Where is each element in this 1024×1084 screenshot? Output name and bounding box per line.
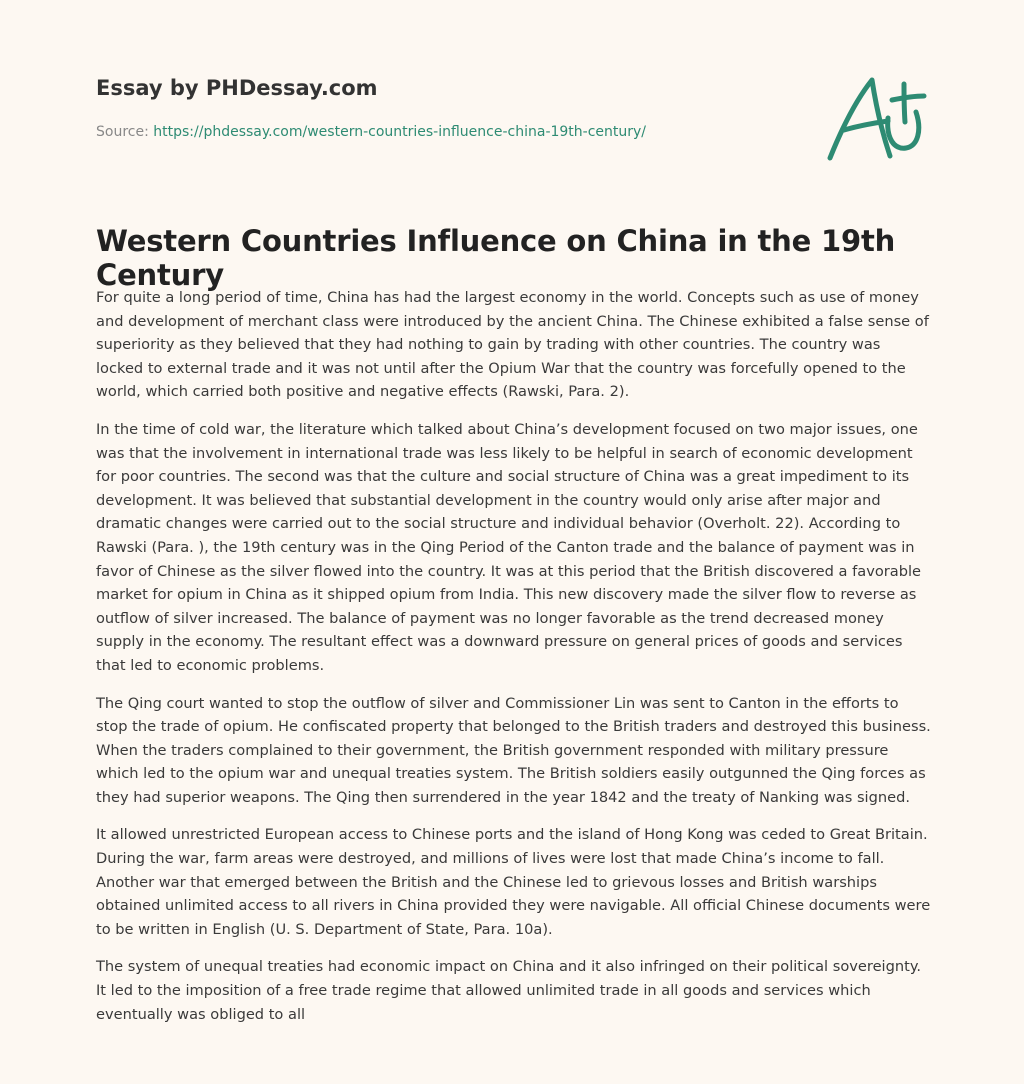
article-paragraph: In the time of cold war, the literature which talked about China’s development focused on two major issues, one was that the involvement in international trade was less likely to be helpful in search of economic development for poor countries. The second was that the culture and social structure of China was a great impediment to its development. It was believed that substantial development in the country would only arise after major and dramatic changes were carried out to the social structure and individual behavior (Overholt. 22). According to Rawski (Para. ), the 19th century was in the Qing Period of the Canton trade and the balance of payment was in favor of Chinese as the silver flowed into the country. It was at this period that the British discovered a favorable market for opium in China as it shipped opium from India. This new discovery made the silver flow to reverse as outflow of silver increased. The balance of payment was no longer favorable as the trend decreased money supply in the economy. The resultant effect was a downward pressure on general prices of goods and services that led to economic problems.: [96, 420, 922, 674]
source-link[interactable]: https://phdessay.com/western-countries-influence-china-19th-century/: [153, 124, 647, 140]
article-paragraph: The system of unequal treaties had economic impact on China and it also infringed on their political sovereignty. It led to the imposition of a free trade regime that allowed unlimited trade in all goods and services which eventually was obliged to all: [96, 958, 922, 1023]
a-plus-icon: [822, 66, 932, 166]
source-line: [96, 124, 646, 140]
article-paragraph: It allowed unrestricted European access to Chinese ports and the island of Hong Kong was ceded to Great Britain. During the war, farm areas were destroyed, and millions of lives were lost that made China’s income to fall. Another war that emerged between the British and the Chinese led to grievous losses and British warships obtained unlimited access to all rivers in China provided they were navigable. All official Chinese documents were to be written in English (U. S. Department of State, Para. 10a).: [96, 826, 931, 938]
source-label: Source:: [96, 124, 154, 140]
article-title: Western Countries Influence on China in the 19th Century: [96, 224, 896, 292]
article-paragraph: For quite a long period of time, China has had the largest economy in the world. Concepts such as use of money and development of merchant class were introduced by the ancient China. The Chinese exhibited a false sense of superiority as they believed that they had nothing to gain by trading with other countries. The country was locked to external trade and it was not until after the Opium War that the country was forcefully opened to the world, which carried both positive and negative effects (Rawski, Para. 2).: [96, 289, 929, 401]
brand-title: Essay by PHDessay.com: [96, 76, 378, 100]
article-body: [96, 286, 932, 1040]
article-paragraph: The Qing court wanted to stop the outflow of silver and Commissioner Lin was sent to Canton in the efforts to stop the trade of opium. He confiscated property that belonged to the British traders and destroyed this business. When the traders complained to their government, the British government responded with military pressure which led to the opium war and unequal treaties system. The British soldiers easily outgunned the Qing forces as they had superior weapons. The Qing then surrendered in the year 1842 and the treaty of Nanking was signed.: [96, 694, 931, 806]
